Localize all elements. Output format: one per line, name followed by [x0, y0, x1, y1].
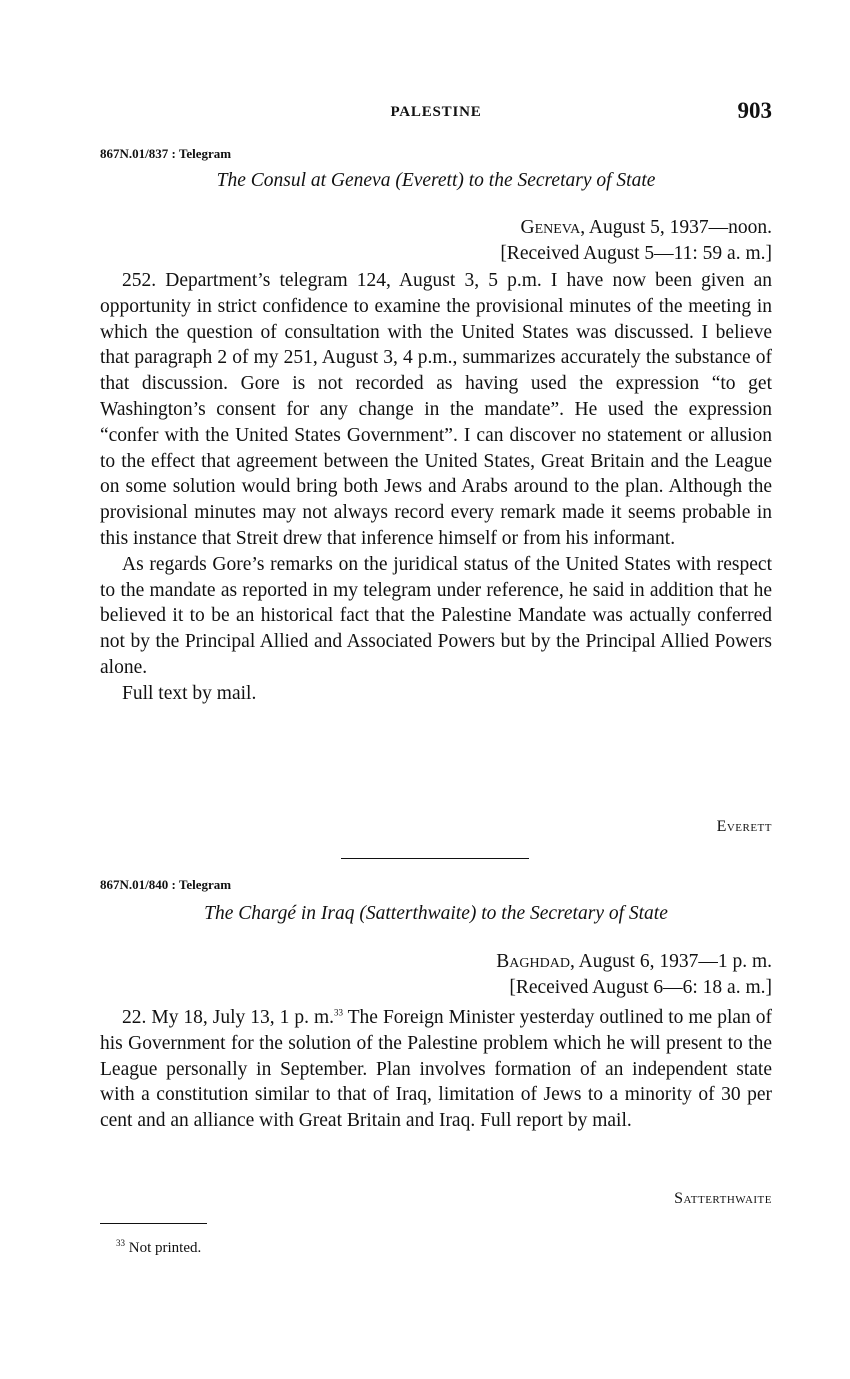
signature-2: Satterthwaite — [674, 1190, 772, 1207]
date-1: , August 5, 1937—noon. — [580, 217, 772, 238]
paragraph: As regards Gore’s remarks on the juridical status of the United States with respect to the mandate as reported in my telegram under reference, he said in addition that he believed it to be an historical fact that the Palestine Mandate was actually conferred not by the Principal Allied and Associated Powers but by the Principal Allied Powers alone. — [100, 553, 772, 678]
paragraph-rest: The Foreign Minister yesterday outlined to me plan of his Government for the solution of the Palestine problem which he will present to the League personally in September. Plan involves formation of an independent state with a constitution similar to that of Iraq, limitation of Jews to a minority of 30 per cent and an alliance with Great Britain and Iraq. Full report by mail. — [100, 1007, 772, 1132]
file-reference-1: 867N.01/837 : Telegram — [100, 146, 232, 161]
running-title: PALESTINE — [390, 104, 482, 120]
page-header — [100, 98, 772, 128]
place-name-1: Geneva — [520, 217, 581, 238]
paragraph: 252. Department’s telegram 124, August 3, 5 p.m. I have now been given an opportunity in strict confidence to examine the provisional minutes of the meeting in which the question of consultation with the United States was discussed. I believe that paragraph 2 of my 251, August 3, 4 p.m., summarizes accurately the substance of that discussion. Gore is not recorded as having used the expression “to get Washington’s consent for any change in the mandate”. He used the expression “confer with the United States Government”. I can discover no statement or allusion to the effect that agreement between the United States, Great Britain and the League on some solution would bring both Jews and Arabs around to the plan. Although the provisional minutes may not always record every remark made it seems probable in this instance that Streit drew that inference himself or from his informant. — [100, 270, 772, 549]
date-line-2 — [496, 949, 772, 975]
received-line-2: [Received August 6—6: 18 a. m.] — [509, 976, 772, 998]
document-title-2: The Chargé in Iraq (Satterthwaite) to the Secretary of State — [204, 903, 668, 924]
file-reference-2: 867N.01/840 : Telegram — [100, 877, 232, 892]
dateline-2 — [496, 949, 772, 1001]
footnote-text: Not printed. — [125, 1240, 202, 1256]
date-line-1 — [500, 215, 772, 241]
section-divider — [341, 858, 529, 859]
paragraph — [100, 1005, 772, 1134]
paragraph-start: 22. My 18, July 13, 1 p. m. — [122, 1007, 335, 1028]
footnote-reference: 33 — [334, 1007, 344, 1018]
date-2: , August 6, 1937—1 p. m. — [569, 951, 772, 972]
footnote-rule — [100, 1223, 207, 1224]
page-number: 903 — [737, 98, 772, 123]
telegram-body-1 — [100, 268, 772, 707]
document-title-1: The Consul at Geneva (Everett) to the Secretary of State — [216, 170, 656, 191]
footnote — [116, 1240, 201, 1257]
paragraph: Full text by mail. — [122, 682, 257, 704]
telegram-body-2 — [100, 1005, 772, 1134]
place-name-2: Baghdad — [496, 951, 570, 972]
signature-1: Everett — [716, 818, 772, 835]
received-line-1: [Received August 5—11: 59 a. m.] — [500, 242, 772, 264]
dateline-1 — [500, 215, 772, 267]
footnote-mark: 33 — [116, 1238, 125, 1248]
